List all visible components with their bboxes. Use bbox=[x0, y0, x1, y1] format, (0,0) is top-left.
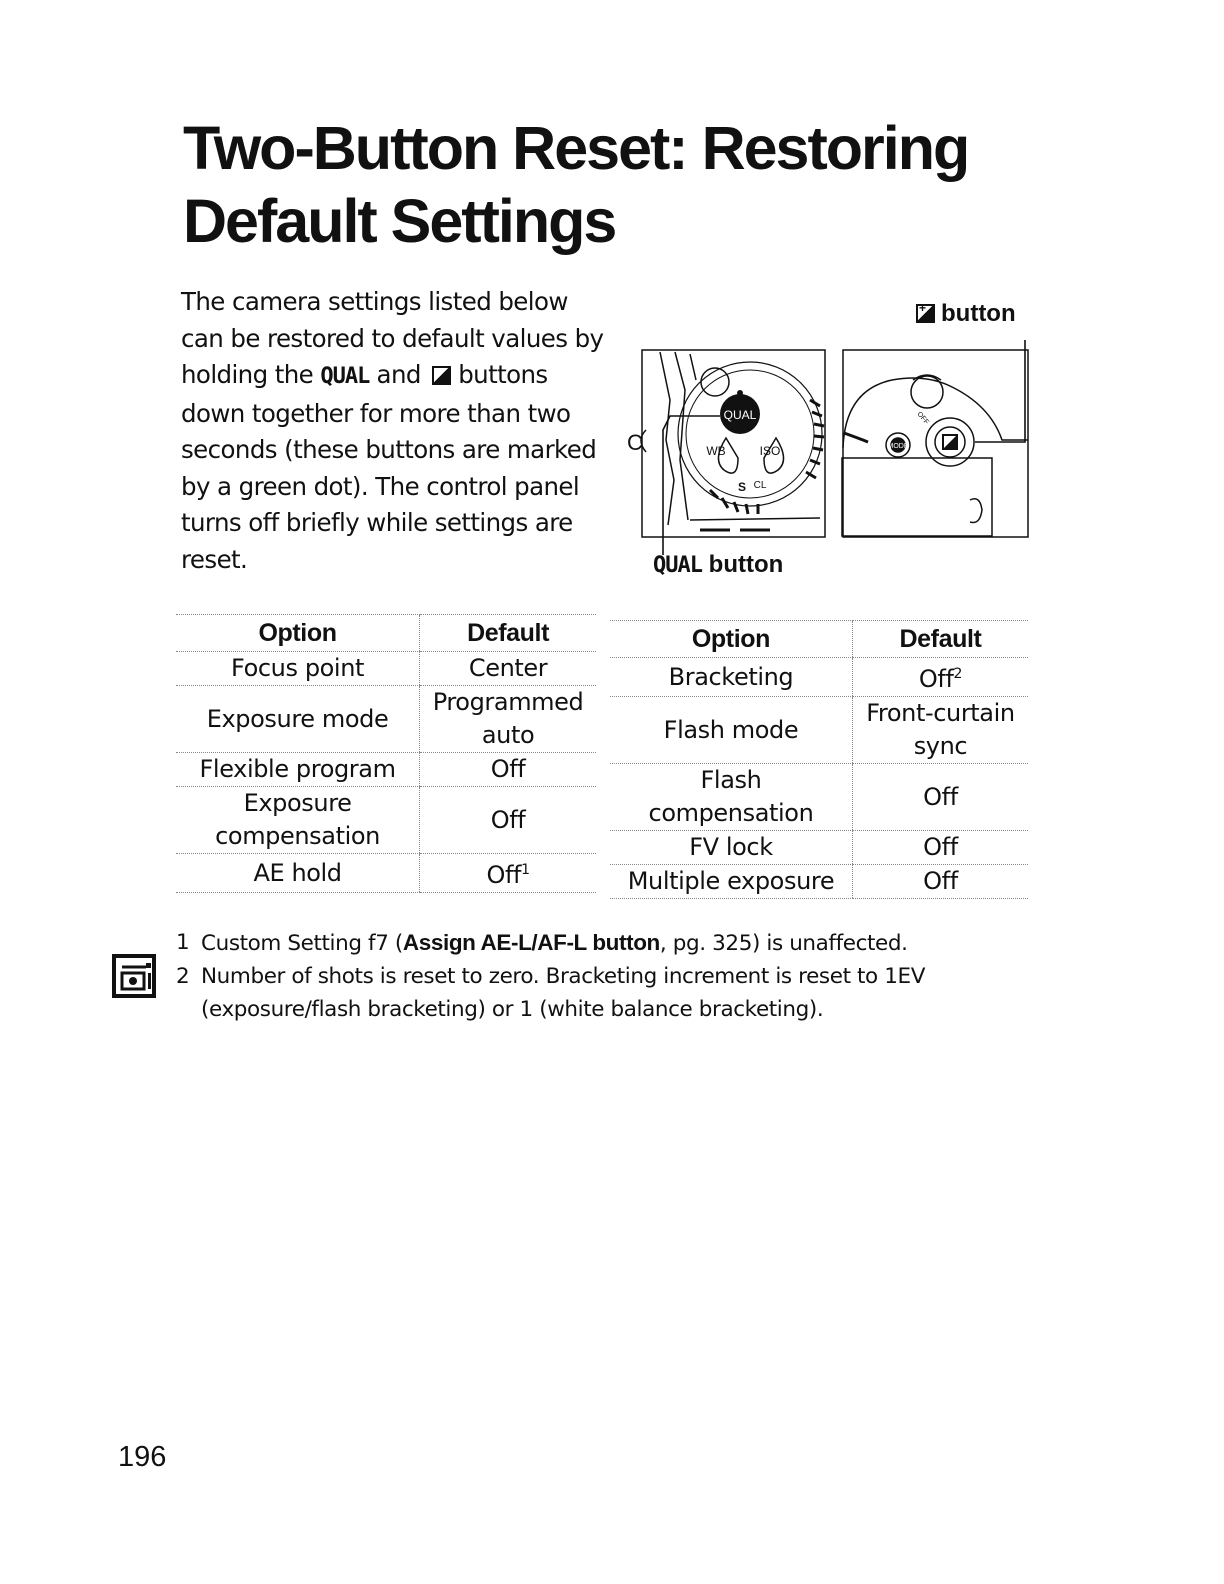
footnote-number: 2 bbox=[176, 964, 190, 989]
qual-button-label bbox=[653, 551, 783, 579]
dial-label-c: C bbox=[627, 430, 643, 455]
default-value: Off bbox=[490, 805, 526, 834]
title-line-1: Two-Button Reset: Restoring bbox=[183, 114, 969, 182]
mode-dial-panel bbox=[641, 350, 825, 537]
camera-buttons-illustration bbox=[627, 330, 1030, 545]
default-value: Front-curtain sync bbox=[866, 699, 1015, 760]
ev-button-label bbox=[916, 300, 1016, 328]
table-header-row bbox=[610, 621, 1028, 658]
footnote-1 bbox=[176, 926, 976, 960]
intro-text-1: The camera settings listed below can be restored to default values by holding the bbox=[181, 287, 604, 389]
defaults-table-left bbox=[176, 614, 596, 893]
table-row bbox=[610, 831, 1028, 865]
default-cell bbox=[852, 658, 1028, 697]
default-value: Off bbox=[486, 861, 522, 889]
default-cell bbox=[852, 831, 1028, 865]
table-row bbox=[176, 787, 596, 854]
option-cell: Flash compensation bbox=[610, 764, 852, 831]
default-value: Center bbox=[468, 654, 548, 682]
dial-label-mode: MODE bbox=[887, 443, 909, 450]
footnote-text bbox=[201, 960, 976, 1026]
default-cell bbox=[852, 697, 1028, 764]
default-cell bbox=[420, 753, 596, 787]
dial-label-off: OFF bbox=[915, 410, 930, 427]
table-row bbox=[610, 697, 1028, 764]
qual-label-keyword: QUAL bbox=[653, 553, 702, 578]
option-cell: AE hold bbox=[176, 854, 420, 893]
dial-label-s: S bbox=[737, 480, 747, 494]
dial-label-cl: CL bbox=[753, 480, 767, 491]
option-cell: Exposure mode bbox=[176, 686, 420, 753]
dial-label-qual: QUAL bbox=[723, 408, 757, 422]
table-row bbox=[176, 686, 596, 753]
default-value: Programmed auto bbox=[432, 688, 584, 749]
default-cell bbox=[420, 652, 596, 686]
table-row bbox=[176, 652, 596, 686]
footnote-ref: 2 bbox=[953, 666, 963, 682]
title-line-2: Default Settings bbox=[183, 187, 616, 255]
ev-leader-line bbox=[975, 340, 1025, 442]
dial-label-iso: ISO bbox=[759, 444, 781, 458]
default-value: Off bbox=[918, 665, 954, 693]
footnote-2 bbox=[176, 960, 976, 1026]
ev-button-text: button bbox=[941, 300, 1016, 327]
header-default: Default bbox=[852, 621, 1028, 658]
table-row bbox=[176, 753, 596, 787]
dial-label-wb: WB bbox=[706, 444, 726, 458]
top-plate-panel bbox=[842, 350, 1028, 537]
option-cell: FV lock bbox=[610, 831, 852, 865]
footnote-text bbox=[201, 926, 908, 960]
table-row bbox=[610, 764, 1028, 831]
footnote-text-bold: Assign AE-L/AF-L button bbox=[402, 930, 660, 955]
default-cell bbox=[420, 787, 596, 854]
option-cell: Multiple exposure bbox=[610, 865, 852, 899]
default-cell bbox=[420, 686, 596, 753]
table-row bbox=[610, 658, 1028, 697]
page-number: 196 bbox=[118, 1441, 167, 1473]
footnote-text-pre: Custom Setting f7 ( bbox=[201, 931, 403, 956]
shooting-menu-tab-icon bbox=[112, 953, 158, 1003]
option-cell: Exposure compensation bbox=[176, 787, 420, 854]
intro-paragraph bbox=[181, 284, 611, 578]
qual-keyword: QUAL bbox=[320, 364, 370, 389]
header-option: Option bbox=[176, 615, 420, 652]
page-title bbox=[183, 112, 1003, 258]
option-cell: Flexible program bbox=[176, 753, 420, 787]
default-value: Off bbox=[923, 867, 958, 895]
default-cell bbox=[852, 764, 1028, 831]
table-header-row bbox=[176, 615, 596, 652]
default-value: Off bbox=[490, 755, 526, 783]
intro-text-3: buttons down together for more than two seconds (these buttons are marked by a green dot). The control panel turns off briefly while settings are reset. bbox=[181, 360, 597, 574]
header-default: Default bbox=[420, 615, 596, 652]
intro-text-2: and bbox=[369, 360, 429, 389]
table-row bbox=[176, 854, 596, 893]
default-value: Off bbox=[923, 833, 958, 861]
header-option: Option bbox=[610, 621, 852, 658]
exposure-compensation-icon bbox=[916, 304, 935, 323]
footnote-ref: 1 bbox=[521, 862, 530, 878]
qual-label-text: button bbox=[701, 551, 784, 578]
option-cell: Flash mode bbox=[610, 697, 852, 764]
footnote-text-pre: Number of shots is reset to zero. Bracketing increment is reset to 1EV (exposure/flash bracketing) or 1 (white balance bracketing). bbox=[201, 964, 926, 1022]
exposure-compensation-icon bbox=[432, 366, 451, 385]
option-cell: Focus point bbox=[176, 652, 420, 686]
footnote-text-post: , pg. 325) is unaffected. bbox=[659, 931, 908, 956]
option-cell: Bracketing bbox=[610, 658, 852, 697]
default-cell bbox=[420, 854, 596, 893]
footnotes bbox=[176, 926, 976, 1026]
defaults-table-right bbox=[610, 620, 1028, 899]
default-value: Off bbox=[923, 782, 958, 811]
default-cell bbox=[852, 865, 1028, 899]
table-row bbox=[610, 865, 1028, 899]
footnote-number: 1 bbox=[176, 930, 190, 955]
